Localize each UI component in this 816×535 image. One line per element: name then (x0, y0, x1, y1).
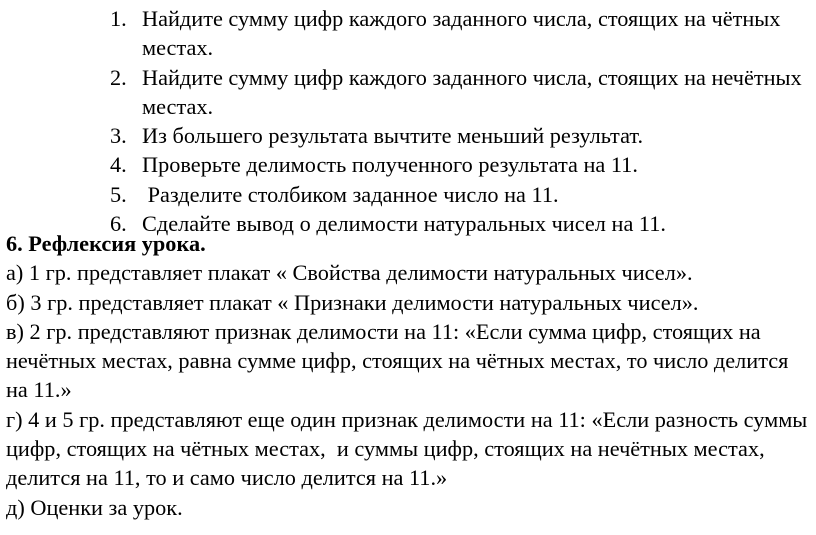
step-text: Проверьте делимость полученного результата на 11. (142, 152, 638, 178)
reflection-section (6, 229, 811, 522)
reflection-item-d: д) Оценки за урок. (6, 494, 183, 520)
step-number: 1. (110, 6, 127, 31)
step-text: Сделайте вывод о делимости натуральных чисел на 11. (142, 211, 666, 237)
step-item (0, 4, 816, 63)
reflection-item-b: б) 3 гр. представляет плакат « Признаки делимости натуральных чисел». (6, 289, 699, 315)
step-number: 2. (110, 64, 127, 90)
step-text: Из большего результата вычтите меньший результат. (142, 123, 644, 149)
step-item (0, 121, 816, 150)
reflection-item-a: а) 1 гр. представляет плакат « Свойства делимости натуральных чисел». (6, 260, 693, 286)
step-text: Найдите сумму цифр каждого заданного числа, стоящих на нечётных местах. (142, 64, 802, 119)
section-heading: 6. Рефлексия урока. (6, 231, 206, 256)
step-number: 6. (110, 211, 127, 237)
step-text: Найдите сумму цифр каждого заданного числа, стоящих на чётных местах. (142, 6, 781, 61)
step-item (0, 63, 816, 122)
steps-list (0, 4, 816, 238)
reflection-item-v: в) 2 гр. представляют признак делимости на 11: «Если сумма цифр, стоящих на нечётных местах, равна сумме цифр, стоящих на чётных местах, то число делится на 11.» (6, 318, 789, 403)
step-item (0, 180, 816, 209)
step-text: Разделите столбиком заданное число на 11. (142, 181, 559, 207)
step-number: 3. (110, 123, 127, 149)
step-item (0, 150, 816, 179)
step-number: 4. (110, 152, 127, 178)
reflection-item-g: г) 4 и 5 гр. представляют еще один признак делимости на 11: «Если разность суммы цифр, стоящих на чётных местах, и суммы цифр, стоящих на нечётных местах, делится на 11, то и само число делится на 11.» (6, 406, 813, 491)
step-number: 5. (110, 181, 127, 207)
